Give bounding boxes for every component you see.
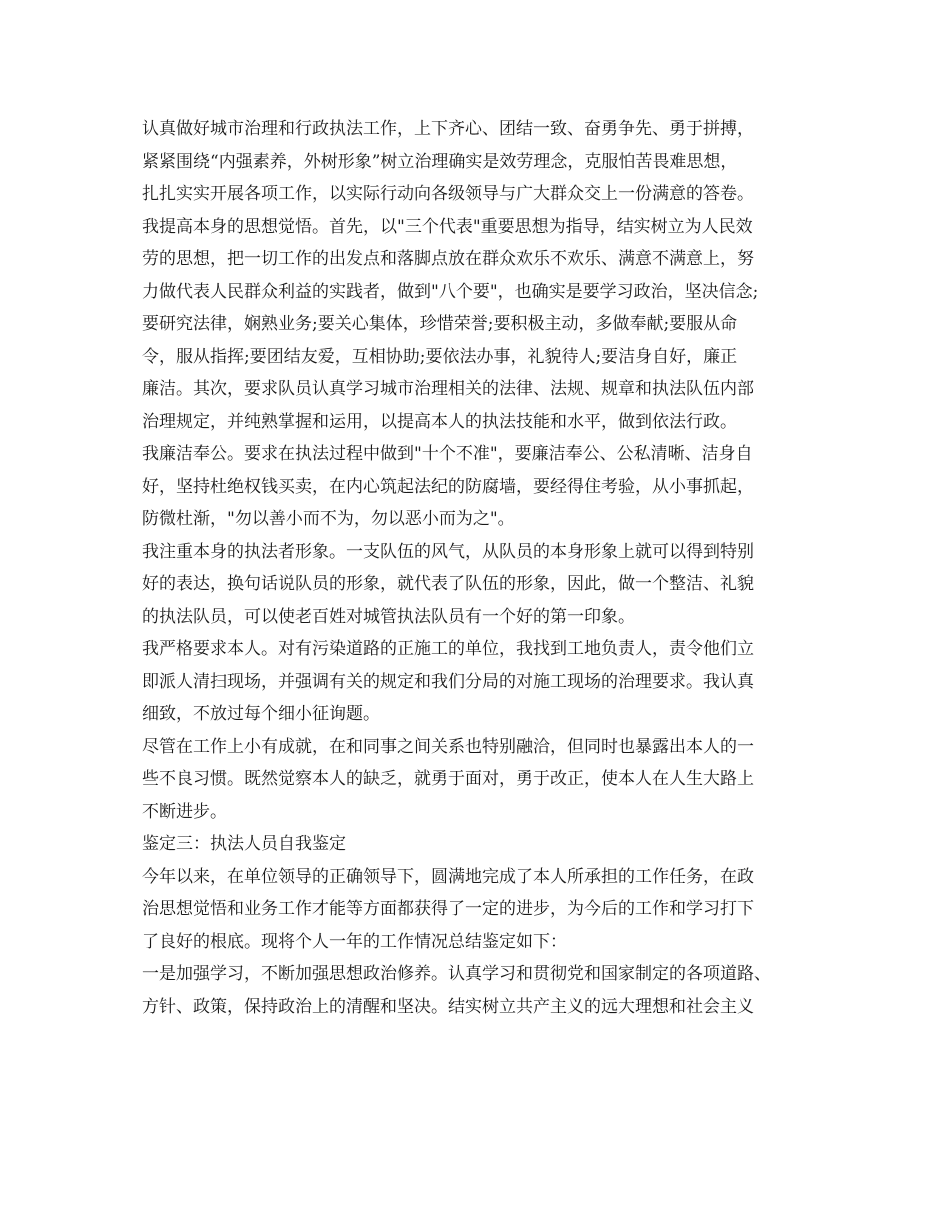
text-line: 认真做好城市治理和行政执法工作，上下齐心、团结一致、奋勇争先、勇于拼搏， <box>142 119 754 139</box>
text-line: 尽管在工作上小有成就，在和同事之间关系也特别融洽，但同时也暴露出本人的一 <box>142 736 754 757</box>
text-line: 我严格要求本人。对有污染道路的正施工的单位，我找到工地负责人，责令他们立 <box>142 639 754 659</box>
text-line: 今年以来，在单位领导的正确领导下，圆满地完成了本人所承担的工作任务，在政 <box>142 866 754 887</box>
text-line: 一是加强学习，不断加强思想政治修养。认真学习和贯彻党和国家制定的各项道路、 <box>142 964 771 984</box>
text-line: 我提高本身的思想觉悟。首先，以"三个代表"重要思想为指导，结实树立为人民效 <box>142 216 753 237</box>
text-line: 的执法队员，可以使老百姓对城管执法队员有一个好的第一印象。 <box>142 606 635 627</box>
text-line: 不断进步。 <box>142 801 227 822</box>
text-line: 即派人清扫现场，并强调有关的规定和我们分局的对施工现场的治理要求。我认真 <box>142 671 754 692</box>
text-line: 要研究法律，娴熟业务;要关心集体，珍惜荣誉;要积极主动，多做奉献;要服从命 <box>142 314 738 334</box>
section-heading: 鉴定三：执法人员自我鉴定 <box>142 834 346 854</box>
text-line: 方针、政策，保持政治上的清醒和坚决。结实树立共产主义的远大理想和社会主义 <box>142 996 754 1017</box>
text-line: 防微杜渐，"勿以善小而不为，勿以恶小而为之"。 <box>142 509 515 529</box>
text-line: 廉洁。其次，要求队员认真学习城市治理相关的法律、法规、规章和执法队伍内部 <box>142 379 754 399</box>
text-line: 劳的思想，把一切工作的出发点和落脚点放在群众欢乐不欢乐、满意不满意上，努 <box>142 249 754 269</box>
document-body <box>142 113 822 1023</box>
text-line: 扎扎实实开展各项工作，以实际行动向各级领导与广大群众交上一份满意的答卷。 <box>142 184 754 204</box>
text-line: 令，服从指挥;要团结友爱，互相协助;要依法办事，礼貌待人;要洁身自好，廉正 <box>142 346 738 367</box>
text-line: 我注重本身的执法者形象。一支队伍的风气，从队员的本身形象上就可以得到特别 <box>142 541 754 562</box>
text-line: 治思想觉悟和业务工作才能等方面都获得了一定的进步，为今后的工作和学习打下 <box>142 899 754 919</box>
text-line: 些不良习惯。既然觉察本人的缺乏，就勇于面对，勇于改正，使本人在人生大路上 <box>142 769 754 789</box>
text-line: 紧紧围绕“内强素养，外树形象”树立治理确实是效劳理念，克服怕苦畏难思想， <box>142 151 738 172</box>
text-line: 好，坚持杜绝权钱买卖，在内心筑起法纪的防腐墙，要经得住考验，从小事抓起， <box>142 476 754 497</box>
text-line: 细致，不放过每个细小征询题。 <box>142 704 380 724</box>
text-line: 好的表达，换句话说队员的形象，就代表了队伍的形象，因此，做一个整洁、礼貌 <box>142 574 754 594</box>
text-line: 了良好的根底。现将个人一年的工作情况总结鉴定如下： <box>142 931 567 952</box>
text-line: 我廉洁奉公。要求在执法过程中做到"十个不准"，要廉洁奉公、公私清晰、洁身自 <box>142 444 753 464</box>
text-line: 力做代表人民群众利益的实践者，做到"八个要"，也确实是要学习政治，坚决信念; <box>142 281 759 302</box>
text-line: 治理规定，并纯熟掌握和运用，以提高本人的执法技能和水平，做到依法行政。 <box>142 411 737 432</box>
